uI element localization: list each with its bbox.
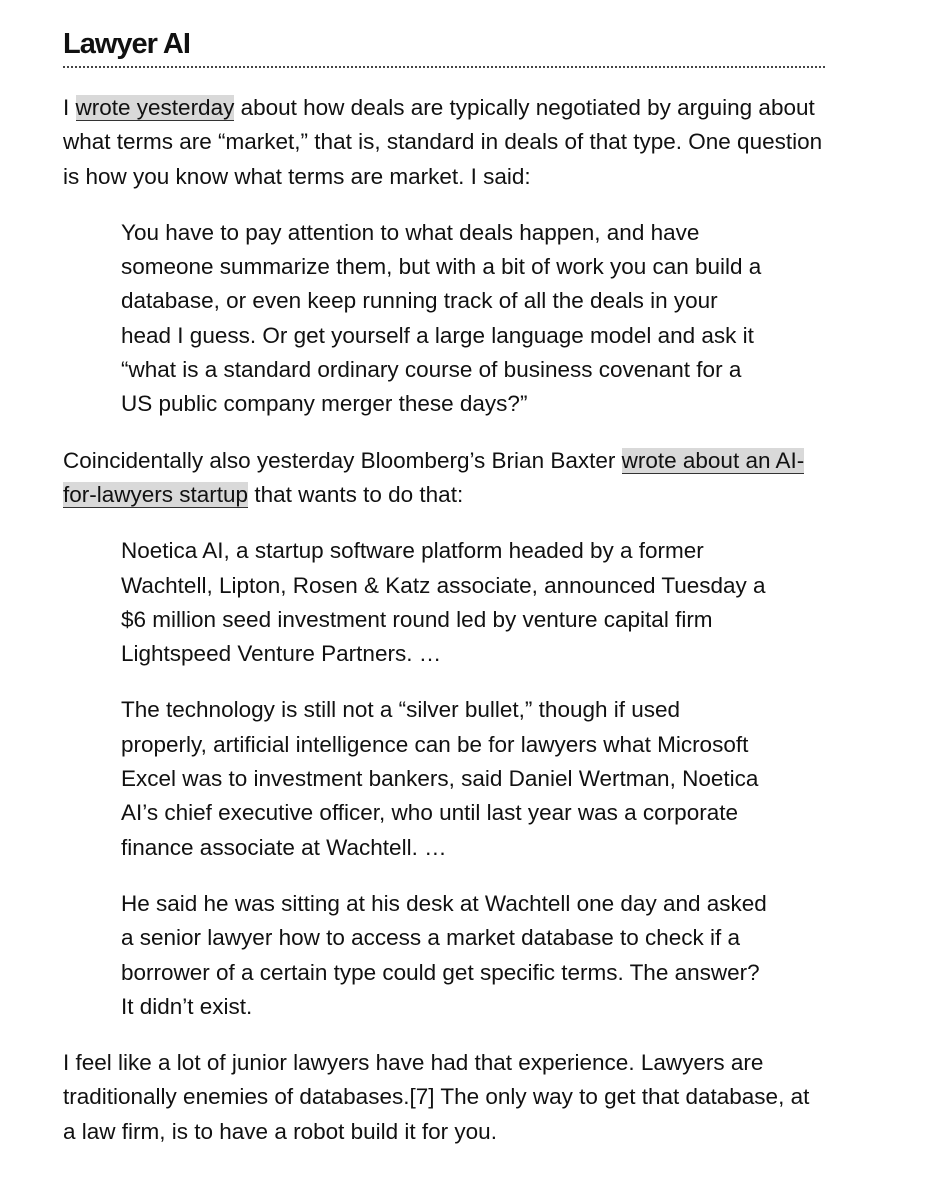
paragraph-1 xyxy=(63,91,823,194)
paragraph-3-lead: I feel like a lot of junior lawyers have had that experience. Lawyers are traditionally enemies of databases. xyxy=(63,1050,764,1110)
paragraph-1-text: about how deals are typically negotiated by arguing about what terms are “market,” that is, standard in deals of that type. One question is how you know what terms are market. I said: xyxy=(63,95,823,189)
blockquote-3: The technology is still not a “silver bullet,” though if used properly, artificial intelligence can be for lawyers what Microsoft Excel was to investment bankers, said Daniel Wertman, Noetica AI’s chief executive officer, who until last year was a corporate finance associate at Wachtell. … xyxy=(121,697,759,860)
section-heading: Lawyer AI xyxy=(63,28,190,60)
blockquote-1: You have to pay attention to what deals happen, and have someone summarize them, but with a bit of work you can build a database, or even keep running track of all the deals in your head I guess. Or get yourself a large language model and ask it “what is a standard ordinary course of business covenant for a US public company merger these days?” xyxy=(121,219,762,417)
ai-startup-article-link[interactable]: wrote about an AI-for-lawyers startup xyxy=(63,447,805,507)
paragraph-2-text: that wants to do that: xyxy=(248,481,464,507)
blockquote-4: He said he was sitting at his desk at Wachtell one day and asked a senior lawyer how to access a market database to check if a borrower of a certain type could get specific terms. The answer? It didn’t exist. xyxy=(121,890,767,1019)
paragraph-1-lead: I xyxy=(63,95,76,120)
paragraph-3-text: The only way to get that database, at a law firm, is to have a robot build it for you. xyxy=(63,1084,810,1144)
paragraph-2 xyxy=(63,444,823,513)
heading-divider xyxy=(63,66,825,68)
footnote-7-link[interactable]: [7] xyxy=(409,1084,435,1110)
wrote-yesterday-link[interactable]: wrote yesterday xyxy=(75,95,235,120)
blockquote-2: Noetica AI, a startup software platform headed by a former Wachtell, Lipton, Rosen & Katz associate, announced Tuesday a $6 million seed investment round led by venture capital firm Lightspeed Venture Partners. … xyxy=(121,538,766,667)
paragraph-3 xyxy=(63,1046,823,1149)
paragraph-2-lead: Coincidentally also yesterday Bloomberg’s Brian Baxter xyxy=(63,447,622,473)
